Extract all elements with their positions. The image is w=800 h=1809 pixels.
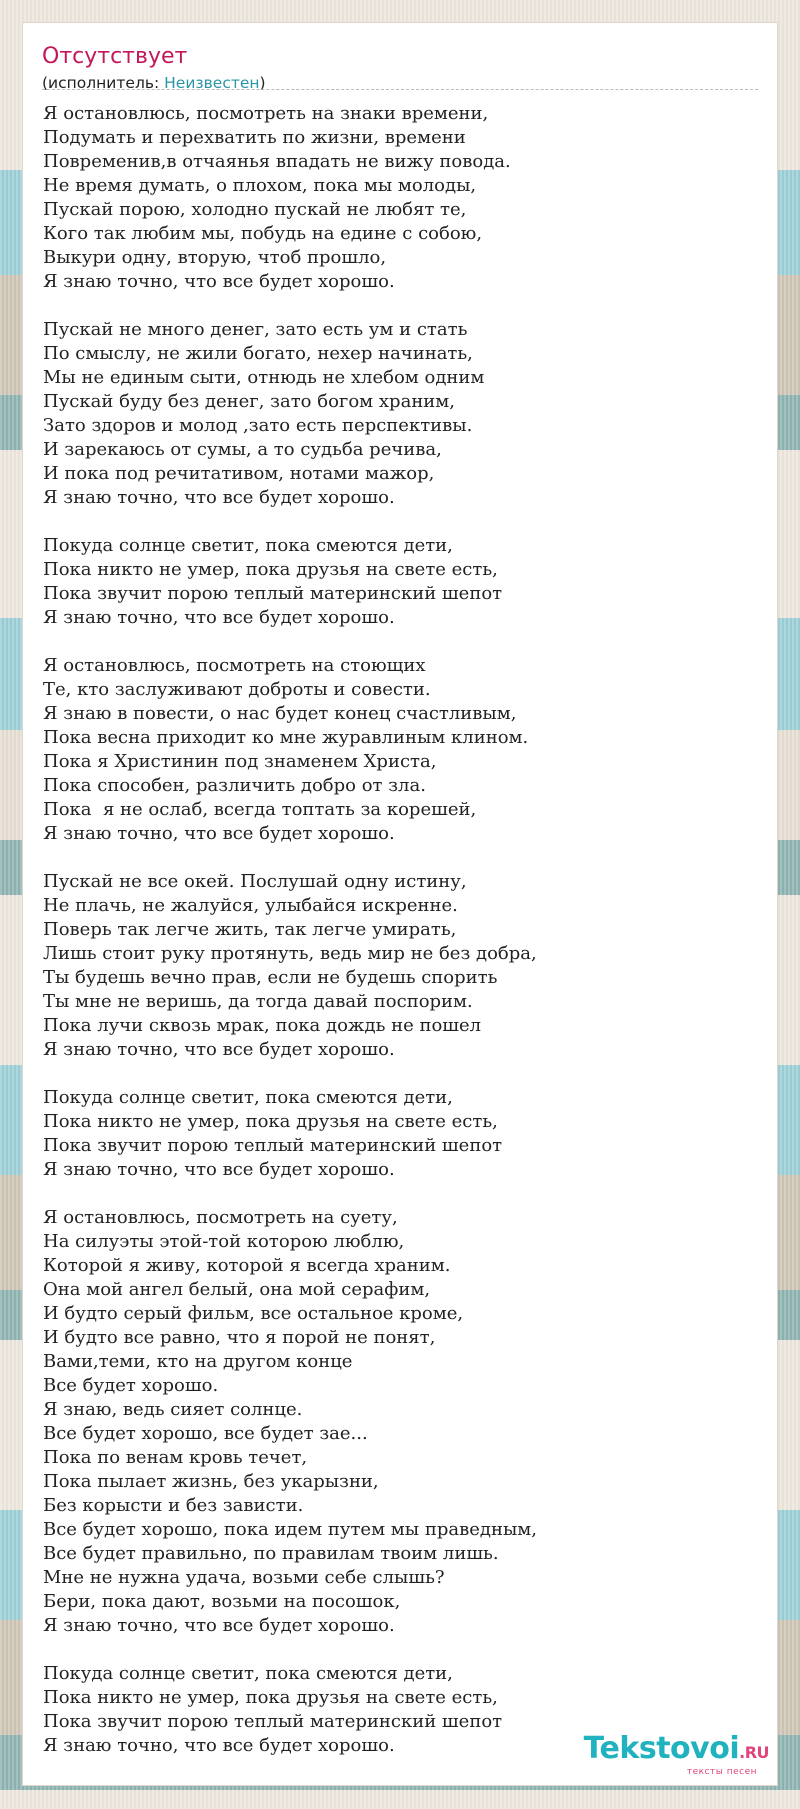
lyric-line: Не плачь, не жалуйся, улыбайся искренне. xyxy=(43,895,458,916)
lyric-line: Она мой ангел белый, она мой серафим, xyxy=(43,1279,431,1300)
lyric-line: Повременив,в отчаянья впадать не вижу повода. xyxy=(43,151,511,172)
lyric-line: И будто все равно, что я порой не понят, xyxy=(43,1327,436,1348)
site-logo[interactable] xyxy=(583,1731,769,1777)
lyric-line: Ты будешь вечно прав, если не будешь спорить xyxy=(43,967,498,988)
lyrics-stanza xyxy=(43,1086,759,1182)
lyric-line: Пока никто не умер, пока друзья на свете есть, xyxy=(43,559,498,580)
lyrics-text xyxy=(43,102,759,1782)
lyric-line: Я знаю точно, что все будет хорошо. xyxy=(43,607,395,628)
lyric-line: Я знаю точно, что все будет хорошо. xyxy=(43,1735,395,1756)
lyric-line: Пока звучит порою теплый материнский шепот xyxy=(43,1711,503,1732)
logo-tld: .RU xyxy=(739,1743,769,1762)
lyric-line: Пока способен, различить добро от зла. xyxy=(43,775,426,796)
lyric-line: Пока лучи сквозь мрак, пока дождь не пошел xyxy=(43,1015,482,1036)
lyrics-stanza xyxy=(43,654,759,846)
lyrics-stanza xyxy=(43,102,759,294)
lyric-line: Которой я живу, которой я всегда храним. xyxy=(43,1255,451,1276)
lyric-line: Покуда солнце светит, пока смеются дети, xyxy=(43,535,453,556)
lyric-line: Ты мне не веришь, да тогда давай поспорим. xyxy=(43,991,473,1012)
lyric-line: И зарекаюсь от сумы, а то судьба речива, xyxy=(43,439,442,460)
performer-suffix: ) xyxy=(259,74,266,92)
lyrics-stanza xyxy=(43,870,759,1062)
lyric-line: Покуда солнце светит, пока смеются дети, xyxy=(43,1663,453,1684)
lyric-line: Все будет хорошо, все будет зае... xyxy=(43,1423,368,1444)
lyric-line: Я знаю точно, что все будет хорошо. xyxy=(43,1615,395,1636)
lyric-line: На силуэты этой-той которою люблю, xyxy=(43,1231,405,1252)
lyric-line: Пока никто не умер, пока друзья на свете есть, xyxy=(43,1111,498,1132)
lyric-line: Подумать и перехватить по жизни, времени xyxy=(43,127,466,148)
lyric-line: Пока звучит порою теплый материнский шепот xyxy=(43,583,503,604)
logo-wordmark xyxy=(583,1731,769,1768)
lyric-line: Все будет правильно, по правилам твоим лишь. xyxy=(43,1543,499,1564)
lyrics-card xyxy=(22,22,778,1786)
lyric-line: Выкури одну, вторую, чтоб прошло, xyxy=(43,247,387,268)
lyric-line: Лишь стоит руку протянуть, ведь мир не без добра, xyxy=(43,943,537,964)
lyric-line: Пускай не все окей. Послушай одну истину, xyxy=(43,871,467,892)
lyric-line: Пускай не много денег, зато есть ум и стать xyxy=(43,319,468,340)
lyric-line: Я знаю точно, что все будет хорошо. xyxy=(43,487,395,508)
lyric-line: Пока звучит порою теплый материнский шепот xyxy=(43,1135,503,1156)
lyric-line: Пока пылает жизнь, без укарызни, xyxy=(43,1471,379,1492)
lyric-line: И пока под речитативом, нотами мажор, xyxy=(43,463,435,484)
lyric-line: И будто серый фильм, все остальное кроме, xyxy=(43,1303,464,1324)
lyric-line: Те, кто заслуживают доброты и совести. xyxy=(43,679,431,700)
lyric-line: Кого так любим мы, побудь на едине с собою, xyxy=(43,223,483,244)
lyric-line: Я знаю в повести, о нас будет конец счастливым, xyxy=(43,703,517,724)
lyric-line: Я знаю точно, что все будет хорошо. xyxy=(43,271,395,292)
lyric-line: Пока по венам кровь течет, xyxy=(43,1447,308,1468)
lyric-line: Я остановлюсь, посмотреть на суету, xyxy=(43,1207,398,1228)
lyric-line: Пока весна приходит ко мне журавлиным клином. xyxy=(43,727,529,748)
lyrics-stanza xyxy=(43,1206,759,1638)
lyric-line: Я остановлюсь, посмотреть на стоющих xyxy=(43,655,426,676)
lyric-line: Пока я не ослаб, всегда топтать за корешей, xyxy=(43,799,477,820)
lyric-line: Бери, пока дают, возьми на посошок, xyxy=(43,1591,401,1612)
logo-main-text: Tekstovoi xyxy=(583,1731,740,1766)
lyric-line: Не время думать, о плохом, пока мы молоды, xyxy=(43,175,477,196)
lyric-line: Покуда солнце светит, пока смеются дети, xyxy=(43,1087,453,1108)
lyric-line: Пускай буду без денег, зато богом храним, xyxy=(43,391,456,412)
lyric-line: Все будет хорошо, пока идем путем мы праведным, xyxy=(43,1519,538,1540)
lyric-line: Мне не нужна удача, возьми себе слышь? xyxy=(43,1567,445,1588)
lyric-line: Все будет хорошо. xyxy=(43,1375,219,1396)
lyric-line: Поверь так легче жить, так легче умирать, xyxy=(43,919,457,940)
lyric-line: Я знаю точно, что все будет хорошо. xyxy=(43,1039,395,1060)
lyric-line: Зато здоров и молод ,зато есть перспективы. xyxy=(43,415,473,436)
lyric-line: По смыслу, не жили богато, нехер начинать, xyxy=(43,343,473,364)
lyric-line: Пока никто не умер, пока друзья на свете есть, xyxy=(43,1687,498,1708)
lyric-line: Вами,теми, кто на другом конце xyxy=(43,1351,353,1372)
song-title: Отсутствует xyxy=(42,44,188,69)
performer-prefix: (исполнитель: xyxy=(42,74,165,92)
logo-tagline: тексты песен xyxy=(686,1767,757,1777)
lyrics-stanza xyxy=(43,534,759,630)
lyric-line: Я знаю, ведь сияет солнце. xyxy=(43,1399,303,1420)
performer-line xyxy=(42,73,266,93)
lyric-line: Пускай порою, холодно пускай не любят те, xyxy=(43,199,467,220)
artist-link[interactable]: Неизвестен xyxy=(164,74,260,92)
lyric-line: Я знаю точно, что все будет хорошо. xyxy=(43,823,395,844)
lyric-line: Мы не единым сыти, отнюдь не хлебом одним xyxy=(43,367,485,388)
lyrics-stanza xyxy=(43,318,759,510)
title-divider xyxy=(42,89,758,90)
lyric-line: Я знаю точно, что все будет хорошо. xyxy=(43,1159,395,1180)
lyric-line: Я остановлюсь, посмотреть на знаки времени, xyxy=(43,103,489,124)
lyric-line: Пока я Христинин под знаменем Христа, xyxy=(43,751,437,772)
lyric-line: Без корысти и без зависти. xyxy=(43,1495,304,1516)
